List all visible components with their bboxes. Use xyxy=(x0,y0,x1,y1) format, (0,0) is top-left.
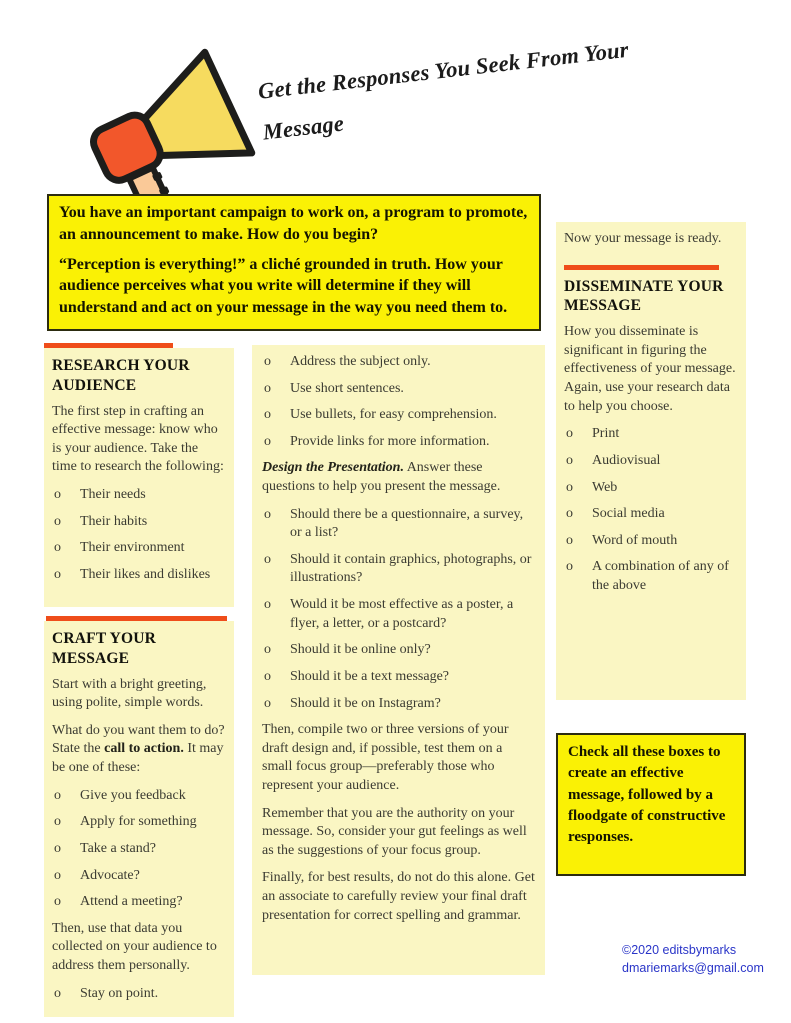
bullet-marker: o xyxy=(264,597,271,613)
review-paragraph: Finally, for best results, do not do this alone. Get an associate to carefully review your final draft presentation for correct spelling and grammar. xyxy=(262,870,535,923)
callout-box: Check all these boxes to create an effective message, followed by a floodgate of constructive responses. xyxy=(556,733,746,876)
design-presentation-lead: Design the Presentation. xyxy=(262,460,404,476)
authority-paragraph: Remember that you are the authority on your message. So, consider your gut feelings as well as the suggestions of your focus group. xyxy=(262,805,527,858)
credit-block xyxy=(622,941,764,977)
bullet-marker: o xyxy=(264,380,271,396)
bullet-marker: o xyxy=(54,867,61,883)
list-item-text: Web xyxy=(592,479,618,495)
list-item xyxy=(52,893,226,912)
bullet-marker: o xyxy=(264,551,271,567)
list-item xyxy=(52,787,226,806)
list-item xyxy=(262,506,535,543)
list-item-text: Should it be on Instagram? xyxy=(290,695,441,711)
compile-paragraph: Then, compile two or three versions of your draft design and, if possible, test them on a small focus group—preferably those who represent your audience. xyxy=(262,722,509,793)
research-bullet-list xyxy=(52,486,226,584)
bullet-marker: o xyxy=(54,814,61,830)
list-item xyxy=(52,813,226,832)
list-item-text: Address the subject only. xyxy=(290,354,431,369)
list-item xyxy=(52,539,226,558)
disseminate-section-rule xyxy=(564,265,719,270)
craft-paragraph-2-tail: It may be one of these: xyxy=(52,741,224,776)
list-item-text: Their likes and dislikes xyxy=(80,566,211,582)
bullet-marker: o xyxy=(566,532,573,548)
list-item-text: Would it be most effective as a poster, a flyer, a letter, or a postcard? xyxy=(290,597,514,631)
list-item-text: Their environment xyxy=(80,540,185,556)
craft-paragraph-3: Then, use that data you collected on your audience to address them personally. xyxy=(52,920,217,973)
list-item xyxy=(564,479,738,498)
list-item xyxy=(564,505,738,524)
bullet-marker: o xyxy=(54,566,61,582)
list-item-text: Social media xyxy=(592,506,665,522)
copyright-line: ©2020 editsbymarks xyxy=(622,943,737,957)
bullet-marker: o xyxy=(264,433,271,449)
list-item xyxy=(52,486,226,505)
research-intro: The first step in crafting an effective message: know who is your audience. Take the time to research the following: xyxy=(52,403,224,475)
list-item xyxy=(52,513,226,532)
contact-email[interactable]: dmariemarks@gmail.com xyxy=(622,961,764,976)
list-item xyxy=(52,867,226,886)
list-item xyxy=(52,840,226,859)
craft-bullet-list xyxy=(52,787,226,912)
craft-paragraph-1: Start with a bright greeting, using polite, simple words. xyxy=(52,676,207,711)
list-item-text: Stay on point. xyxy=(80,985,159,1001)
call-to-action-bold: call to action. xyxy=(104,741,184,757)
disseminate-heading: DISSEMINATE YOUR MESSAGE xyxy=(564,277,724,315)
disseminate-intro: How you disseminate is significant in figuring the effectiveness of your message. Again, use your research data to help you choose. xyxy=(564,324,736,414)
bullet-marker: o xyxy=(54,894,61,910)
list-item-text: Apply for something xyxy=(80,814,197,830)
section-craft-your-message xyxy=(44,621,234,1017)
list-item-text: Use bullets, for easy comprehension. xyxy=(290,407,497,423)
list-item xyxy=(262,433,535,452)
bullet-marker: o xyxy=(54,540,61,556)
bullet-marker: o xyxy=(566,506,573,522)
bullet-marker: o xyxy=(566,479,573,495)
bullet-marker: o xyxy=(54,985,61,1001)
bullet-marker: o xyxy=(566,426,573,442)
bullet-marker: o xyxy=(264,407,271,423)
list-item-text: Audiovisual xyxy=(592,452,661,468)
bullet-marker: o xyxy=(264,695,271,711)
page-title: Get the Responses You Seek From Your Message xyxy=(256,36,630,145)
craft-heading: CRAFT YOUR MESSAGE xyxy=(52,630,157,667)
section-disseminate-your-message xyxy=(556,222,746,700)
bullet-marker: o xyxy=(54,787,61,803)
list-item xyxy=(262,353,535,372)
bullet-marker: o xyxy=(54,840,61,856)
craft-bullet-list-2 xyxy=(52,985,226,1004)
list-item-text: Print xyxy=(592,426,620,442)
list-item xyxy=(262,695,535,714)
section-message-tips xyxy=(252,345,545,975)
disseminate-bullet-list xyxy=(564,425,738,595)
list-item xyxy=(262,668,535,687)
list-item-text: Attend a meeting? xyxy=(80,894,183,910)
section-research-your-audience xyxy=(44,348,234,607)
list-item-text: Should it be a text message? xyxy=(290,668,450,684)
list-item xyxy=(262,406,535,425)
list-item-text: Should it contain graphics, photographs, or illustrations? xyxy=(290,551,532,586)
list-item xyxy=(564,425,738,444)
list-item-text: Take a stand? xyxy=(80,840,156,856)
design-presentation-rest: Answer these questions to help you present the message. xyxy=(262,460,501,495)
bullet-marker: o xyxy=(566,452,573,468)
design-presentation-paragraph xyxy=(262,459,535,496)
list-item-text: Word of mouth xyxy=(592,532,678,548)
intro-paragraph-1: You have an important campaign to work on, a program to promote, an announcement to make. How do you begin? xyxy=(59,204,528,243)
list-item xyxy=(262,641,535,660)
intro-paragraph-2: “Perception is everything!” a cliché grounded in truth. How your audience perceives what you write will determine if they will understand and act on your message in the way you need them to. xyxy=(59,255,508,316)
list-item-text: Provide links for more information. xyxy=(290,433,490,449)
craft-paragraph-2-text: What do you want them to do? State the xyxy=(52,722,225,757)
list-item-text: Advocate? xyxy=(80,867,140,883)
bullet-marker: o xyxy=(566,559,573,575)
list-item-text: Their habits xyxy=(80,513,148,529)
research-heading: RESEARCH YOUR AUDIENCE xyxy=(52,357,190,394)
message-ready-text: Now your message is ready. xyxy=(564,231,722,246)
craft-paragraph-2 xyxy=(52,722,226,778)
list-item-text: Use short sentences. xyxy=(290,380,404,396)
list-item xyxy=(564,532,738,551)
list-item-text: Should it be online only? xyxy=(290,642,431,658)
design-questions-bullet-list xyxy=(262,506,535,713)
list-item xyxy=(564,452,738,471)
list-item-text: Their needs xyxy=(80,487,146,503)
list-item-text: A combination of any of the above xyxy=(592,559,729,593)
list-item xyxy=(52,566,226,585)
intro-box xyxy=(47,194,541,331)
bullet-marker: o xyxy=(54,513,61,529)
bullet-marker: o xyxy=(264,354,271,369)
list-item xyxy=(262,380,535,399)
bullet-marker: o xyxy=(264,506,271,522)
list-item xyxy=(262,596,535,633)
bullet-marker: o xyxy=(264,642,271,658)
list-item xyxy=(52,985,226,1004)
list-item xyxy=(564,558,738,595)
list-item-text: Give you feedback xyxy=(80,787,186,803)
list-item xyxy=(262,551,535,588)
bullet-marker: o xyxy=(264,668,271,684)
list-item-text: Should there be a questionnaire, a survey, or a list? xyxy=(290,506,524,541)
message-tips-bullet-list xyxy=(262,353,535,451)
bullet-marker: o xyxy=(54,487,61,503)
